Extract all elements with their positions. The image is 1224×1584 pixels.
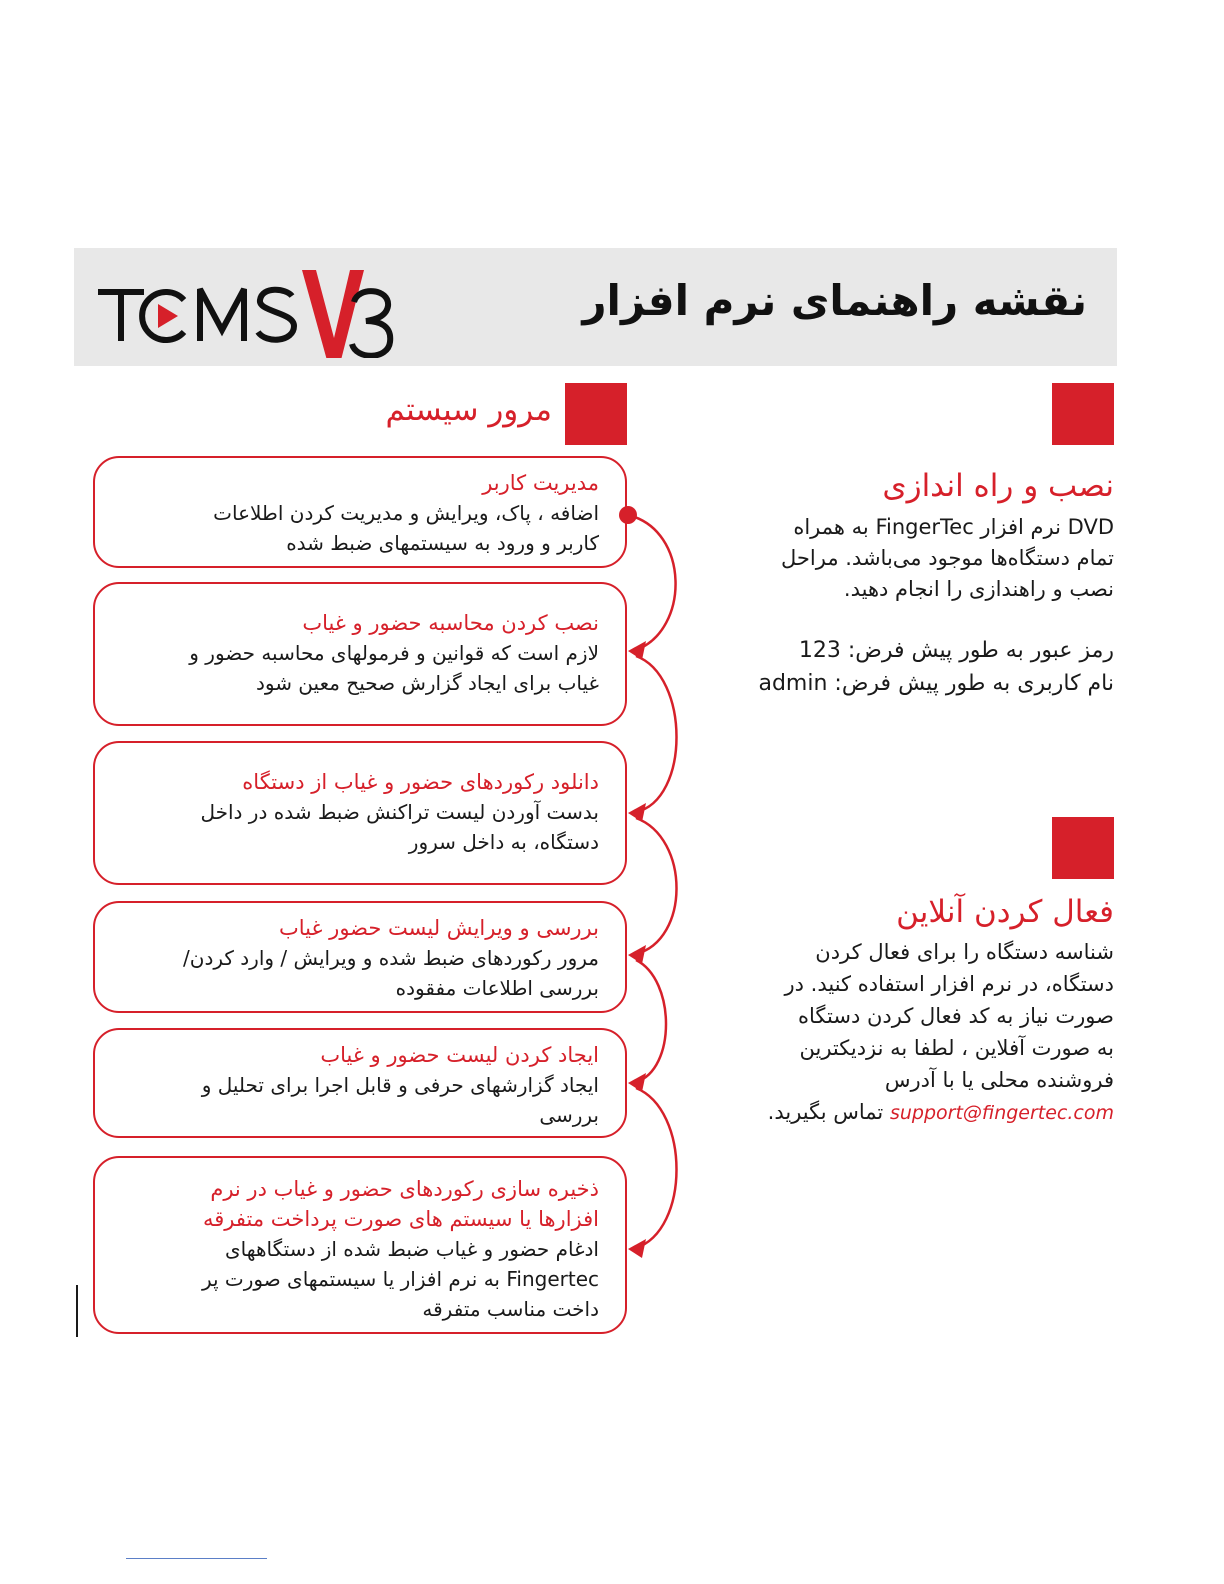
step-title: ذخیره سازی رکوردهای حضور و غیاب در نرم [210, 1177, 599, 1201]
flow-arrow-1 [628, 515, 676, 650]
page-title: نقشه راهنمای نرم افزار [582, 276, 1087, 325]
password-label: رمز عبور به طور پیش فرض: [847, 638, 1114, 663]
install-body [684, 512, 1114, 605]
step-title: ایجاد کردن لیست حضور و غیاب [320, 1043, 599, 1067]
step-line: داخت مناسب متفرقه [422, 1297, 599, 1321]
activation-heading: فعال کردن آنلاین [896, 894, 1114, 930]
step-review-edit [93, 901, 627, 1013]
step-line: دستگاه، به داخل سرور [408, 830, 599, 854]
activation-line: دستگاه، در نرم افزار استفاده کنید. در [784, 972, 1114, 996]
step-attendance-setup [93, 582, 627, 726]
overview-marker [565, 383, 627, 445]
activation-line: فروشنده محلی یا با آدرس [884, 1068, 1114, 1092]
install-heading: نصب و راه اندازی [882, 468, 1114, 504]
default-username [684, 667, 1114, 700]
flow-arrow-2 [636, 656, 677, 812]
flow-arrow-4 [636, 960, 666, 1082]
step-line: ایجاد گزارشهای حرفی و قابل اجرا برای تحلیل و [201, 1073, 599, 1097]
margin-rule [76, 1285, 78, 1337]
step-line: ادغام حضور و غیاب ضبط شده از دستگاههای [225, 1237, 599, 1261]
tcms-v3-logo [96, 258, 396, 358]
step-user-management [93, 456, 627, 568]
overview-heading: مرور سیستم [385, 392, 552, 428]
step-download-records [93, 741, 627, 885]
step-line: بررسی [539, 1103, 599, 1127]
install-line: تمام دستگاه‌ها موجود می‌باشد. مراحل [781, 546, 1114, 570]
activation-body [684, 936, 1114, 1129]
step-line: لازم است که قوانین و فرمولهای محاسبه حضور و [189, 641, 599, 665]
step-title: بررسی و ویرایش لیست حضور غیاب [279, 916, 599, 940]
flow-arrow-5 [636, 1088, 677, 1248]
username-label: نام کاربری به طور پیش فرض: [834, 671, 1114, 696]
step-title: دانلود رکوردهای حضور و غیاب از دستگاه [242, 770, 599, 794]
step-line: بدست آوردن لیست تراکنش ضبط شده در داخل [200, 800, 599, 824]
footnote-rule [126, 1558, 267, 1559]
default-password [684, 634, 1114, 667]
step-line: مرور رکوردهای ضبط شده و ویرایش / وارد کردن/ [183, 946, 599, 970]
step-export-payroll [93, 1156, 627, 1334]
step-line: کاربر و ورود به سیستمهای ضبط شده [286, 531, 599, 555]
step-line: بررسی اطلاعات مفقوده [395, 976, 599, 1000]
contact-text: تماس بگیرید. [767, 1100, 884, 1124]
support-email-link[interactable]: support@fingertec.com [889, 1102, 1114, 1124]
activation-line: به صورت آفلاین ، لطفا به نزدیکترین [799, 1036, 1114, 1060]
password-value: 123 [798, 638, 841, 663]
default-credentials [684, 634, 1114, 700]
step-title: مدیریت کاربر [482, 471, 599, 495]
step-title: نصب کردن محاسبه حضور و غیاب [302, 611, 599, 635]
activation-marker [1052, 817, 1114, 879]
step-line: اضافه ، پاک، ویرایش و مدیریت کردن اطلاعات [213, 501, 599, 525]
step-line: غیاب برای ایجاد گزارش صحیح معین شود [255, 671, 599, 695]
step-line: Fingertec به نرم افزار یا سیستمهای صورت پر [201, 1267, 599, 1291]
step-generate-report [93, 1028, 627, 1138]
activation-line: صورت نیاز به کد فعال کردن دستگاه [798, 1004, 1114, 1028]
flow-arrow-3 [636, 818, 677, 954]
install-marker [1052, 383, 1114, 445]
step-title: افزارها یا سیستم های صورت پرداخت متفرقه [203, 1207, 599, 1231]
install-line: DVD نرم افزار FingerTec به همراه [793, 515, 1114, 539]
username-value: admin [758, 671, 828, 696]
page-header [74, 248, 1117, 366]
activation-contact-line [684, 1096, 1114, 1129]
activation-line: شناسه دستگاه را برای فعال کردن [815, 940, 1114, 964]
install-line: نصب و راهندازی را انجام دهید. [843, 577, 1114, 601]
